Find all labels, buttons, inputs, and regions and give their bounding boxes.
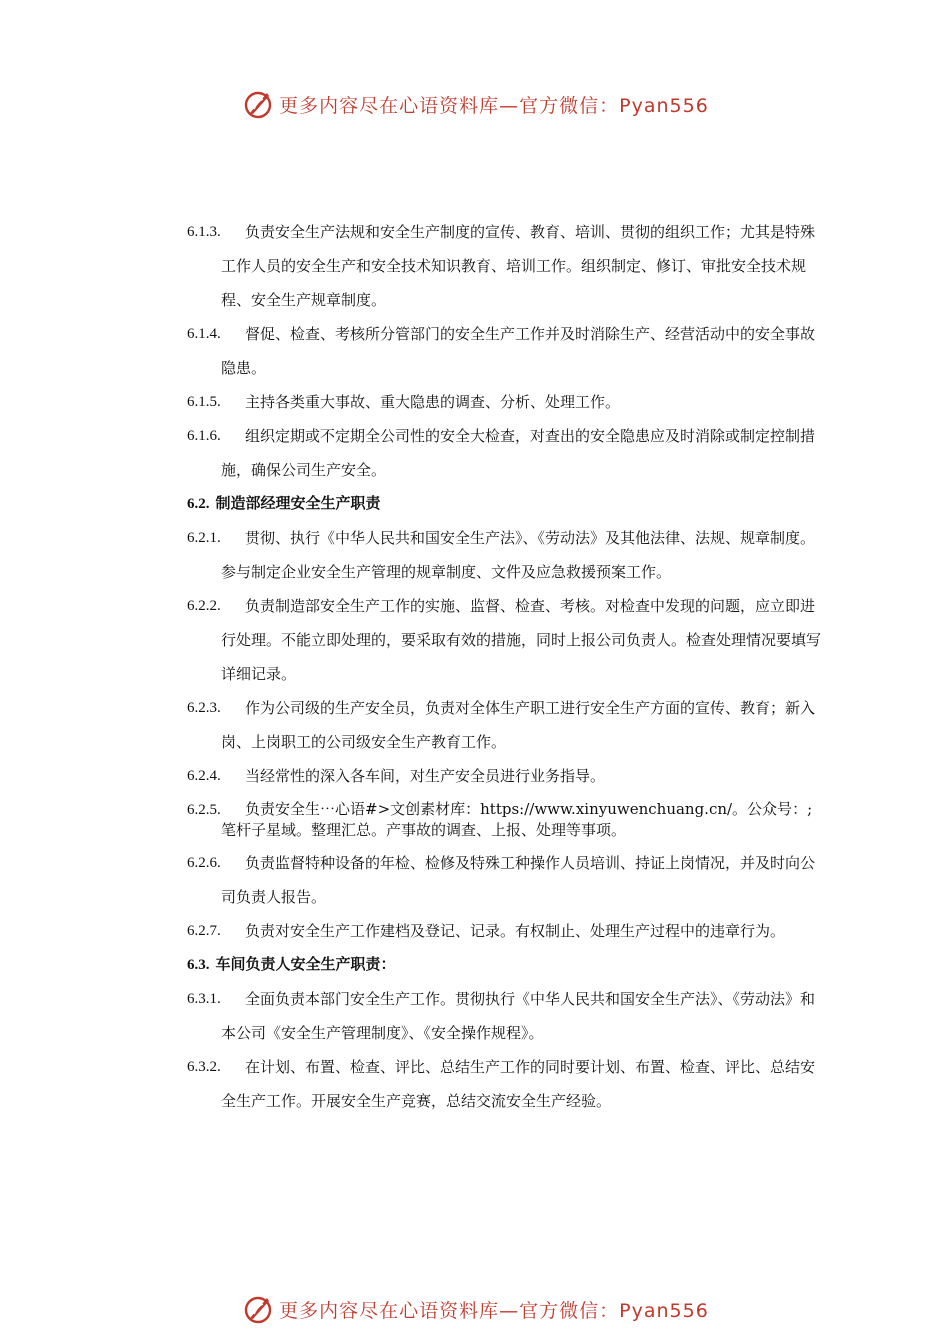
clause-text: 贯彻、执行《中华人民共和国安全生产法》、《劳动法》及其他法律、法规、规章制度。参与制定企业安全生产管理的规章制度、文件及应急救援预案工作。 [221,529,816,581]
clause-number: 6.1.6. [187,428,221,444]
clause-text: 全面负责本部门安全生产工作。贯彻执行《中华人民共和国安全生产法》、《劳动法》和本公司《安全生产管理制度》、《安全操作规程》。 [221,990,816,1042]
clause-number: 6.1.3. [187,224,221,240]
header-watermark [0,84,950,124]
clause-number: 6.2.3. [187,700,221,716]
watermark-text: 更多内容尽在心语资料库—官方微信：Pyan556 [279,94,709,117]
clause-number: 6.2.6. [187,855,221,871]
clause-number: 6.2.4. [187,768,221,784]
document-body [187,215,827,1118]
clause-number: 6.2.1. [187,530,221,546]
section-title: 制造部经理安全生产职责 [215,496,381,512]
clause-item [187,317,827,385]
quill-seal-icon [241,87,275,121]
clause-item [187,419,827,487]
clause-text: 负责对安全生产工作建档及登记、记录。有权制止、处理生产过程中的违章行为。 [245,922,786,940]
clause-number: 6.1.5. [187,394,221,410]
clause-text: 负责安全生产法规和安全生产制度的宣传、教育、培训、贯彻的组织工作；尤其是特殊工作人员的安全生产和安全技术知识教育、培训工作。组织制定、修订、审批安全技术规程、安全生产规章制度。 [221,223,816,309]
clause-number: 6.3.2. [187,1059,221,1075]
clause-number: 6.3.1. [187,991,221,1007]
clause-item [187,385,827,419]
clause-text: 组织定期或不定期全公司性的安全大检查，对查出的安全隐患应及时消除或制定控制措施，确保公司生产安全。 [221,427,816,479]
clause-item [187,521,827,589]
quill-seal-icon [241,1292,275,1326]
clause-number: 6.2.5. [187,802,221,818]
clause-number: 6.2.7. [187,923,221,939]
section-title: 车间负责人安全生产职责： [215,957,396,973]
clause-text: 主持各类重大事故、重大隐患的调查、分析、处理工作。 [245,393,621,411]
clause-item [187,982,827,1050]
clause-text: 当经常性的深入各车间，对生产安全员进行业务指导。 [245,767,606,785]
footer-watermark [0,1289,950,1329]
section-number: 6.2. [187,496,210,512]
clause-item [187,215,827,317]
clause-text: 负责监督特种设备的年检、检修及特殊工种操作人员培训、持证上岗情况，并及时向公司负责人报告。 [221,854,816,906]
clause-number: 6.1.4. [187,326,221,342]
clause-item [187,759,827,793]
clause-item [187,793,827,846]
clause-text: 作为公司级的生产安全员，负责对全体生产职工进行安全生产方面的宣传、教育；新入岗、上岗职工的公司级安全生产教育工作。 [221,699,816,751]
section-heading [187,948,827,982]
clause-item [187,914,827,948]
clause-number: 6.2.2. [187,598,221,614]
clause-item [187,846,827,914]
section-number: 6.3. [187,957,210,973]
clause-text: 负责制造部安全生产工作的实施、监督、检查、考核。对检查中发现的问题，应立即进行处理。不能立即处理的，要采取有效的措施，同时上报公司负责人。检查处理情况要填写详细记录。 [221,597,822,683]
clause-text: 在计划、布置、检查、评比、总结生产工作的同时要计划、布置、检查、评比、总结安全生产工作。开展安全生产竞赛，总结交流安全生产经验。 [221,1058,816,1110]
clause-item [187,589,827,691]
clause-item [187,691,827,759]
section-heading [187,487,827,521]
clause-text: 负责安全生⋯心语#>文创素材库：https://www.xinyuwenchuang.cn/。公众号：;笔杆子星域。整理汇总。产事故的调查、上报、处理等事项。 [221,800,813,839]
clause-text: 督促、检查、考核所分管部门的安全生产工作并及时消除生产、经营活动中的安全事故隐患。 [221,325,816,377]
watermark-text: 更多内容尽在心语资料库—官方微信：Pyan556 [279,1299,709,1322]
clause-item [187,1050,827,1118]
